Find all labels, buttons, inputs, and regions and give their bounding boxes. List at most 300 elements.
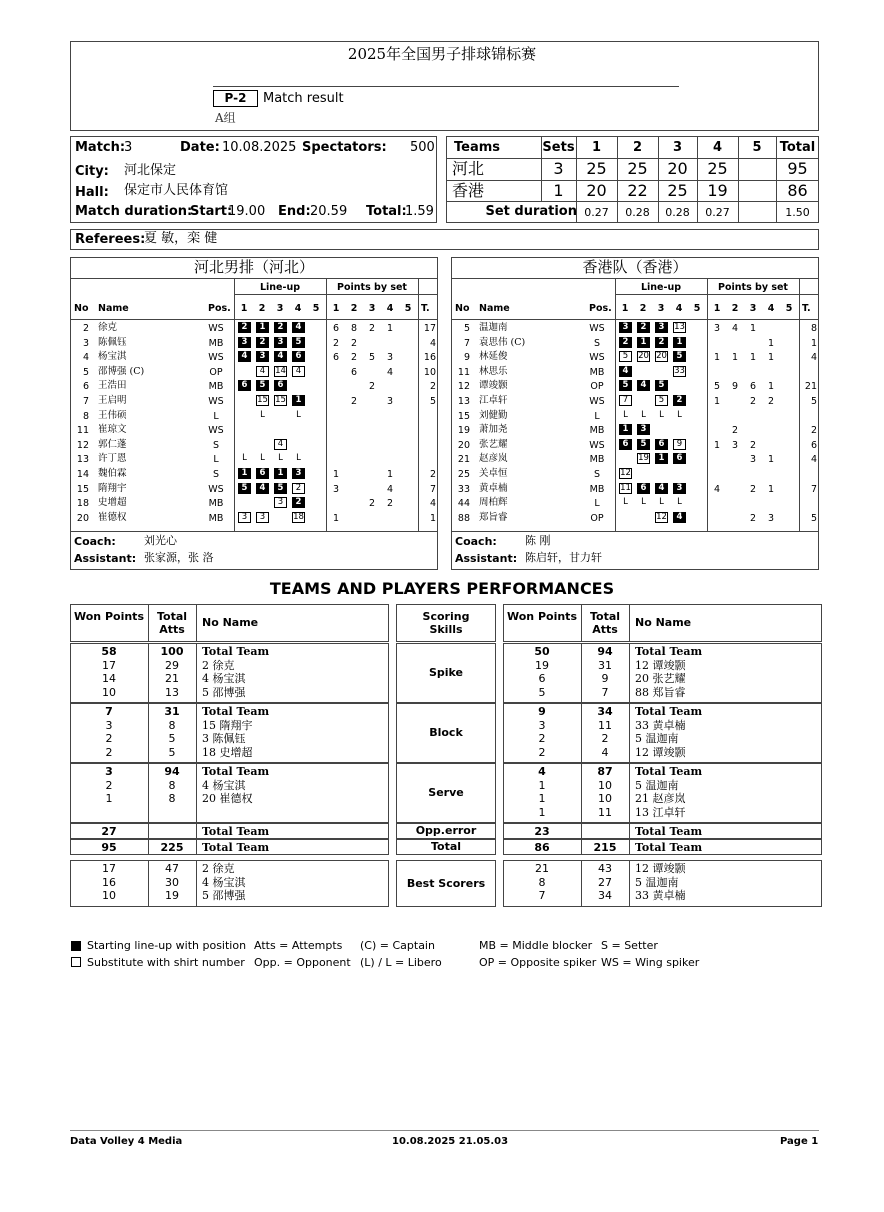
total-atts-cell: 10 — [598, 778, 612, 792]
line — [234, 294, 438, 295]
points-header: Points by set — [718, 282, 788, 293]
player-cell: 5 温迦南 — [635, 732, 679, 745]
coach-label: Coach: — [74, 535, 116, 548]
player-name: 史增超 — [98, 497, 127, 509]
lineup-cell: L — [260, 409, 265, 420]
line — [629, 703, 630, 763]
line — [707, 278, 708, 531]
player-number: 20 — [76, 512, 89, 524]
line — [148, 823, 149, 839]
line — [615, 294, 819, 295]
won-points-cell: 86 — [534, 841, 550, 854]
lineup-cell: 3 — [238, 337, 251, 348]
player-number: 5 — [82, 366, 89, 378]
player-name: 关卓恒 — [479, 468, 508, 479]
assistant-name: 陈启轩，甘力轩 — [525, 551, 602, 564]
set-duration-d3: 0.28 — [665, 206, 690, 219]
player-number: 12 — [76, 439, 89, 451]
lineup-cell: 5 — [619, 351, 632, 362]
player-position: MB — [208, 498, 224, 510]
lineup-cell: 2 — [292, 483, 305, 494]
points-cell: 6 — [332, 352, 340, 364]
player-cell: 33 黄卓楠 — [635, 889, 686, 902]
doc-code: P-2 — [224, 91, 247, 105]
pos-header: Pos. — [208, 303, 231, 314]
total-atts-cell: 34 — [598, 889, 612, 902]
points-cell: 1 — [767, 381, 775, 393]
date-value: 10.08.2025 — [222, 140, 297, 155]
player-cell: 5 邵博强 — [202, 685, 246, 699]
line — [629, 823, 630, 839]
won-points-cell: 1 — [538, 792, 546, 805]
player-cell: 12 谭竣颢 — [635, 658, 686, 672]
lineup-cell: 4 — [673, 512, 686, 523]
points-cell: 1 — [731, 352, 739, 364]
player-number: 3 — [82, 337, 89, 349]
player-cell: Total Team — [202, 825, 270, 838]
lineup-cell: L — [296, 409, 301, 420]
player-cell: Total Team — [202, 645, 270, 658]
total-atts-cell: 225 — [160, 841, 184, 854]
total-atts-cell: 8 — [168, 718, 176, 732]
coach-label: Coach: — [455, 535, 497, 548]
lineup-header: Line-up — [259, 282, 301, 293]
lineup-cell: L — [278, 453, 283, 464]
lineup-cell: 20 — [656, 351, 667, 362]
won-points-cell: 95 — [101, 841, 117, 854]
line — [234, 278, 235, 531]
points-cell: 2 — [749, 512, 757, 524]
points-col-4: 4 — [386, 303, 394, 314]
player-position: WS — [589, 439, 605, 451]
lineup-cell: 7 — [619, 395, 632, 406]
player-number: 44 — [457, 498, 470, 510]
player-total: 2 — [429, 381, 436, 393]
line — [629, 643, 630, 703]
lineup-cell: 6 — [256, 468, 269, 479]
lineup-cell: 4 — [655, 483, 668, 494]
player-name: 郑旨睿 — [479, 511, 508, 523]
score-header-h_total: Total — [779, 140, 816, 155]
player-number: 15 — [457, 410, 470, 422]
player-name: 许丁恩 — [98, 453, 127, 465]
score-header-h_s4: 4 — [712, 140, 723, 155]
player-cell: 3 陈佩钰 — [202, 732, 246, 745]
lineup-cell: 6 — [238, 380, 251, 391]
match-label: Match: — [75, 140, 126, 155]
lineup-cell: 2 — [256, 337, 269, 348]
points-cell: 3 — [731, 439, 739, 451]
lineup-cell: 1 — [619, 424, 632, 435]
line — [196, 763, 197, 823]
player-number: 88 — [457, 512, 470, 524]
player-total: 4 — [429, 498, 436, 510]
player-cell: Total Team — [202, 841, 270, 854]
player-number: 33 — [457, 483, 470, 495]
player-cell: Total Team — [635, 825, 703, 838]
player-cell: Total Team — [202, 765, 270, 778]
spectators-value: 500 — [410, 140, 435, 155]
points-cell: 9 — [731, 381, 739, 393]
player-cell: 33 黄卓楠 — [635, 718, 686, 732]
player-name: 郭仁蓬 — [98, 438, 127, 450]
lineup-cell: 19 — [638, 453, 649, 464]
legend-atts: Atts = Attempts — [254, 939, 343, 952]
score-s2: 22 — [627, 181, 648, 200]
lineup-cell: 9 — [673, 439, 686, 450]
total-header: T. — [421, 303, 430, 314]
lineup-col-1: 1 — [621, 303, 629, 314]
won-points-cell: 14 — [102, 672, 116, 685]
line — [629, 839, 630, 855]
lineup-cell: 6 — [619, 439, 632, 450]
lineup-cell: L — [641, 409, 646, 420]
lineup-cell: L — [641, 497, 646, 508]
player-number: 11 — [76, 425, 89, 437]
city-label: City: — [75, 164, 109, 179]
legend-mb: MB = Middle blocker — [479, 939, 593, 952]
lineup-cell: L — [623, 497, 628, 508]
score-s3: 20 — [667, 159, 688, 178]
performances-title: TEAMS AND PLAYERS PERFORMANCES — [269, 579, 615, 598]
line — [196, 839, 197, 855]
player-number: 4 — [82, 352, 89, 364]
lineup-cell: 12 — [656, 511, 667, 522]
total-atts-cell: 4 — [601, 745, 609, 759]
lineup-cell: L — [623, 409, 628, 420]
lineup-cell: 6 — [673, 453, 686, 464]
lineup-cell: 5 — [274, 483, 287, 494]
won-points-cell: 2 — [105, 778, 113, 792]
player-cell: 2 徐克 — [202, 658, 235, 672]
points-cell: 3 — [749, 454, 757, 466]
player-name: 刘健勤 — [479, 409, 508, 421]
lineup-cell: 5 — [655, 380, 668, 391]
player-cell: Total Team — [635, 705, 703, 718]
won-points-cell: 2 — [105, 732, 113, 745]
teams-header: Teams — [454, 140, 501, 155]
won-points-cell: 7 — [105, 705, 113, 718]
player-total: 6 — [810, 439, 817, 451]
player-cell: 20 张艺耀 — [635, 672, 686, 685]
line — [196, 643, 197, 703]
player-position: S — [593, 469, 601, 480]
player-total: 5 — [810, 396, 817, 407]
lineup-cell: 5 — [238, 483, 251, 494]
score-header-h_s2: 2 — [632, 140, 643, 155]
points-cell: 1 — [767, 352, 775, 364]
match-number: 3 — [124, 140, 133, 155]
won-points-cell: 2 — [538, 732, 546, 745]
assistant-label: Assistant: — [455, 552, 518, 565]
player-name: 林延俊 — [479, 351, 508, 363]
lineup-cell: 1 — [274, 468, 287, 479]
line — [196, 604, 197, 642]
lineup-cell: 4 — [256, 366, 269, 377]
line — [451, 531, 819, 532]
score-total: 86 — [787, 181, 808, 200]
player-cell: 4 杨宝淇 — [202, 875, 246, 889]
total-atts-cell: 30 — [165, 875, 179, 889]
lineup-cell: 5 — [292, 337, 305, 348]
lineup-cell: 4 — [274, 351, 287, 362]
score-total: 95 — [787, 159, 808, 178]
player-position: WS — [208, 352, 224, 364]
total-atts-cell: 8 — [168, 792, 176, 805]
lineup-cell: L — [677, 497, 682, 508]
points-col-5: 5 — [404, 303, 412, 314]
lineup-cell: 4 — [256, 483, 269, 494]
player-name: 魏伯霖 — [98, 468, 127, 479]
referees-label: Referees: — [75, 232, 146, 247]
points-col-1: 1 — [713, 303, 721, 314]
legend-libero: (L) / L = Libero — [360, 956, 442, 969]
points-cell: 6 — [332, 323, 340, 334]
won-points-cell: 7 — [538, 889, 546, 902]
line — [70, 278, 438, 279]
points-cell: 1 — [749, 352, 757, 364]
score-team-name: 河北 — [452, 159, 485, 178]
start-value: 19.00 — [228, 204, 266, 219]
player-position: S — [593, 337, 601, 349]
substitute-square-icon — [71, 957, 81, 967]
lineup-cell: 20 — [638, 351, 649, 362]
total-atts-cell: 47 — [165, 862, 179, 875]
lineup-cell: 3 — [619, 322, 632, 333]
lineup-cell: 1 — [292, 395, 305, 406]
total-atts-cell: 5 — [168, 732, 176, 745]
player-number: 12 — [457, 381, 470, 393]
player-cell: 13 江卓轩 — [635, 805, 686, 819]
score-team-name: 香港 — [452, 181, 485, 200]
lineup-col-2: 2 — [639, 303, 647, 314]
player-name: 黄卓楠 — [479, 482, 508, 494]
lineup-cell: 6 — [637, 483, 650, 494]
line — [148, 604, 149, 642]
lineup-cell: L — [242, 453, 247, 464]
player-name: 林思乐 — [479, 365, 508, 377]
points-col-3: 3 — [368, 303, 376, 314]
won-points-cell: 17 — [102, 862, 116, 875]
coach-name: 陈 刚 — [525, 534, 551, 547]
referees-names: 夏 敏，栾 健 — [144, 231, 218, 246]
player-number: 18 — [76, 498, 89, 510]
points-cell: 1 — [767, 454, 775, 466]
lineup-cell: 2 — [292, 497, 305, 508]
player-total: 21 — [804, 381, 817, 393]
player-total: 5 — [429, 396, 436, 407]
skill-label: Serve — [428, 786, 464, 799]
player-number: 25 — [457, 469, 470, 480]
hall-label: Hall: — [75, 185, 109, 200]
points-col-3: 3 — [749, 303, 757, 314]
no-name-header: No Name — [202, 616, 259, 629]
won-points-cell: 8 — [538, 875, 546, 889]
player-position: WS — [208, 396, 224, 407]
total-atts-cell: 11 — [598, 805, 612, 819]
player-position: OP — [590, 381, 604, 393]
player-cell: 88 郑旨睿 — [635, 685, 686, 699]
player-position: OP — [590, 512, 604, 524]
player-cell: 12 谭竣颢 — [635, 862, 686, 875]
set-duration-label: Set duration — [485, 204, 577, 219]
legend-captain: (C) = Captain — [360, 939, 435, 952]
lineup-col-2: 2 — [258, 303, 266, 314]
lineup-cell: 5 — [655, 395, 668, 406]
points-cell: 1 — [386, 469, 394, 480]
lineup-cell: 1 — [238, 468, 251, 479]
player-number: 7 — [463, 337, 470, 349]
total-atts-cell: 21 — [165, 672, 179, 685]
player-total: 4 — [810, 352, 817, 364]
total-atts-cell: 34 — [597, 705, 613, 718]
player-number: 19 — [457, 425, 470, 437]
player-total: 1 — [810, 337, 817, 349]
player-cell: 5 温迦南 — [635, 778, 679, 792]
total-atts-cell: 11 — [598, 718, 612, 732]
score-header-h_s1: 1 — [591, 140, 602, 155]
total-atts-cell: 9 — [601, 672, 609, 685]
player-name: 江卓轩 — [479, 395, 508, 406]
points-col-1: 1 — [332, 303, 340, 314]
player-number: 2 — [82, 323, 89, 334]
legend-starting: Starting line-up with position — [87, 939, 247, 952]
lineup-cell: 4 — [238, 351, 251, 362]
no-name-header: No Name — [635, 616, 692, 629]
lineup-col-3: 3 — [276, 303, 284, 314]
lineup-cell: 12 — [620, 468, 631, 478]
lineup-cell: 3 — [256, 351, 269, 362]
score-sets: 3 — [553, 159, 564, 178]
name-header: Name — [479, 303, 510, 314]
player-cell: 15 隋翔宇 — [202, 718, 253, 732]
points-col-2: 2 — [731, 303, 739, 314]
lineup-cell: 4 — [292, 366, 305, 377]
lineup-cell: L — [677, 409, 682, 420]
lineup-cell: L — [296, 453, 301, 464]
won-points-cell: 6 — [538, 672, 546, 685]
won-points-cell: 1 — [538, 778, 546, 792]
lineup-cell: L — [260, 453, 265, 464]
total-atts-cell: 7 — [601, 685, 609, 699]
score-s1: 25 — [586, 159, 607, 178]
line — [629, 763, 630, 823]
points-cell: 1 — [749, 323, 757, 334]
points-cell: 1 — [713, 352, 721, 364]
player-position: WS — [208, 425, 224, 437]
won-points-cell: 23 — [534, 825, 550, 838]
player-position: L — [594, 498, 600, 510]
lineup-cell: 4 — [274, 439, 287, 450]
player-number: 21 — [457, 454, 470, 466]
player-position: WS — [589, 396, 605, 407]
won-points-cell: 17 — [102, 658, 116, 672]
lineup-cell: 3 — [655, 322, 668, 333]
points-cell: 3 — [767, 512, 775, 524]
player-cell: 4 杨宝淇 — [202, 672, 246, 685]
points-col-2: 2 — [350, 303, 358, 314]
footer-source: Data Volley 4 Media — [70, 1136, 183, 1147]
won-points-cell: 21 — [535, 862, 549, 875]
won-points-cell: 3 — [105, 718, 113, 732]
lineup-col-4: 4 — [675, 303, 683, 314]
lineup-cell: 2 — [238, 322, 251, 333]
lineup-col-1: 1 — [240, 303, 248, 314]
lineup-cell: 2 — [274, 322, 287, 333]
set-duration-d1: 0.27 — [584, 206, 609, 219]
lineup-cell: 6 — [292, 351, 305, 362]
player-total: 16 — [423, 352, 436, 364]
line — [581, 604, 582, 642]
lineup-cell: 14 — [275, 365, 286, 376]
points-cell: 6 — [350, 366, 358, 378]
points-cell: 3 — [713, 323, 721, 334]
lineup-cell: 1 — [673, 337, 686, 348]
score-row-line — [446, 201, 819, 202]
player-name: 杨宝淇 — [98, 351, 127, 363]
player-position: MB — [589, 425, 605, 437]
footer-page: Page 1 — [780, 1136, 819, 1147]
lineup-col-4: 4 — [294, 303, 302, 314]
player-name: 萧加尧 — [479, 424, 508, 436]
points-cell: 1 — [386, 323, 394, 334]
score-s4: 19 — [707, 181, 728, 200]
line — [196, 860, 197, 907]
points-cell: 2 — [767, 396, 775, 407]
title-underline — [213, 86, 679, 87]
line — [196, 703, 197, 763]
player-total: 7 — [429, 483, 436, 495]
points-cell: 5 — [713, 381, 721, 393]
lineup-col-3: 3 — [657, 303, 665, 314]
skill-label: Total — [430, 840, 462, 853]
player-name: 徐克 — [98, 322, 118, 333]
lineup-cell: 5 — [637, 439, 650, 450]
points-cell: 1 — [767, 483, 775, 495]
player-cell: Total Team — [635, 841, 703, 854]
pos-header: Pos. — [589, 303, 612, 314]
lineup-cell: 3 — [274, 497, 287, 508]
player-position: MB — [208, 512, 224, 524]
lineup-cell: 3 — [274, 337, 287, 348]
points-cell: 8 — [350, 323, 358, 334]
set-duration-d4: 0.27 — [705, 206, 730, 219]
player-position: MB — [589, 483, 605, 495]
points-cell: 4 — [731, 323, 739, 334]
won-points-cell: 27 — [101, 825, 117, 838]
player-number: 20 — [457, 439, 470, 451]
total-atts-cell: 31 — [598, 658, 612, 672]
doc-code-badge — [213, 90, 258, 107]
lineup-cell: 2 — [637, 322, 650, 333]
player-total: 10 — [423, 366, 436, 378]
player-name: 谭竣颢 — [479, 380, 508, 392]
player-cell: 20 崔德权 — [202, 792, 253, 805]
points-cell: 2 — [731, 425, 739, 437]
points-cell: 1 — [713, 396, 721, 407]
total-atts-cell: 94 — [164, 765, 180, 778]
player-cell: 4 杨宝淇 — [202, 778, 246, 792]
player-name: 崔德权 — [98, 511, 127, 523]
player-name: 邵博强 (C) — [98, 365, 145, 377]
page-title: 2025年全国男子排球锦标赛 — [347, 45, 537, 63]
player-number: 15 — [76, 483, 89, 495]
player-cell: 18 史增超 — [202, 745, 253, 759]
lineup-cell: 1 — [256, 322, 269, 333]
won-points-cell: 19 — [535, 658, 549, 672]
player-number: 14 — [76, 469, 89, 480]
player-position: WS — [589, 352, 605, 364]
